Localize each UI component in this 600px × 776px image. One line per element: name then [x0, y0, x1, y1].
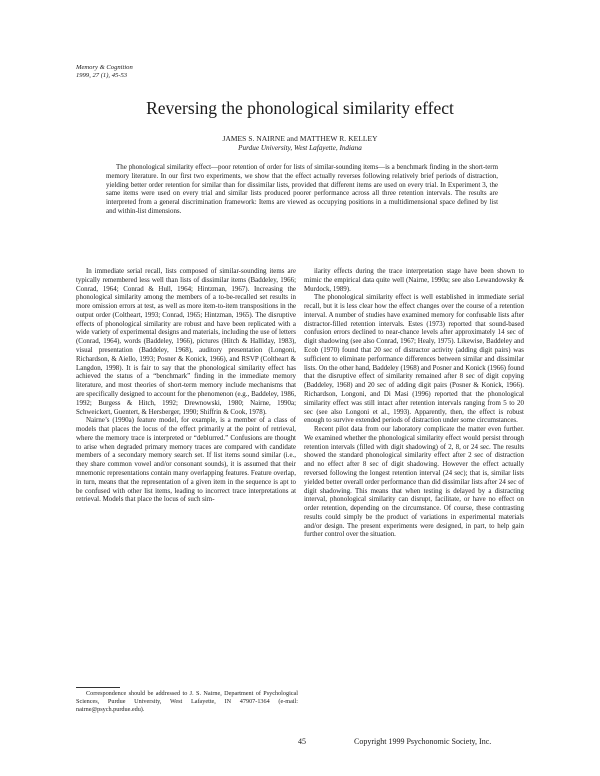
page-number: 45: [298, 737, 306, 746]
footnote-divider: [76, 687, 120, 688]
body-paragraph: The phonological similarity effect is well established in immediate serial recall, but it is less clear how the effect changes over the course of a retention interval. A number of studies have examined memory for confusable lists after distractor-filled retention intervals. Estes (1973) reported that sound-based confusion errors declined to near-chance levels after approximately 14 sec of digit shadowing (see also Conrad, 1967; Healy, 1975). Likewise, Baddeley and Ecob (1970) found that 20 sec of distractor activity (adding digit pairs) was sufficient to eliminate performance differences between similar and dissimilar lists. On the other hand, Baddeley (1968) and Posner and Konick (1966) found that the disruptive effect of similarity remained after 8 sec of digit copying (Baddeley, 1968) and 20 sec of adding digit pairs (Posner & Konick, 1966). Richardson, Longoni, and Di Masi (1996) reported that the phonological similarity effect was still intact after retention intervals ranging from 5 to 20 sec (see also Longoni et al., 1993). Apparently, then, the effect is robust enough to survive extended periods of distraction under some circumstances.: [304, 293, 524, 425]
journal-name: Memory & Cognition: [76, 64, 133, 71]
journal-issue: 1999, 27 (1), 45-53: [76, 72, 128, 79]
affiliation: Purdue University, West Lafayette, Indiana: [238, 144, 362, 152]
body-paragraph: Recent pilot data from our laboratory complicate the matter even further. We examined whether the phonological similarity effect would persist through retention intervals (filled with digit shadowing) of 2, 8, or 24 sec. The results showed the standard phonological similarity effect after 2 sec of distraction and no effect after 8 sec of digit shadowing. However the effect actually reversed following the longest retention interval (24 sec); that is, similar lists yielded better overall order performance than did dissimilar lists after 24 sec of digit shadowing. This means that when testing is delayed by a distracting interval, phonological similarity can disrupt, facilitate, or have no effect on order retention, depending on the circumstance. Of course, these contrasting results could simply be the product of variations in experimental materials and/or design. The present experiments were designed, in part, to help gain further control over the situation.: [304, 425, 524, 539]
abstract: [106, 163, 498, 216]
footnote-text: Correspondence should be addressed to J. S. Nairne, Department of Psychological Sciences, Purdue University, West Lafayette, IN 47907-1364 (e-mail: nairne@psych.purdue.edu).: [76, 690, 298, 713]
paper-title: Reversing the phonological similarity effect: [146, 98, 454, 118]
abstract-text: The phonological similarity effect—poor retention of order for lists of similar-sounding items—is a benchmark finding in the short-term memory literature. In our first two experiments, we show that the effect actually reverses following relatively brief periods of distraction, yielding better order retention for similar than for dissimilar lists, provided that different items are used on every trial. In Experiment 3, the same items were used on every trial and similar lists produced poorer performance across all three retention intervals. The results are interpreted from a general discrimination framework: Items are viewed as occupying positions in a multidimensional space defined by list and within-list dimensions.: [106, 163, 498, 215]
journal-header: [76, 64, 133, 80]
body-paragraph: ilarity effects during the trace interpretation stage have been shown to mimic the empirical data quite well (Nairne, 1990a; see also Lewandowsky & Murdock, 1989).: [304, 267, 524, 293]
copyright-notice: Copyright 1999 Psychonomic Society, Inc.: [354, 737, 492, 746]
footnote: [76, 690, 298, 714]
body-paragraph: Nairne’s (1990a) feature model, for example, is a member of a class of models that places the locus of the effect primarily at the point of retrieval, where the memory trace is interpreted or “deblurred.” Confusions are thought to arise when degraded primary memory traces are compared with candidate members of a secondary memory search set. If list items sound similar (i.e., they share common vowel and/or consonant sounds), it is assumed that their mnemonic representations contain many overlapping features. Feature overlap, in turn, means that the representation of a given item in the sequence is apt to be confused with other list items, leading to incorrect trace interpretations at retrieval. Models that place the locus of such sim-: [76, 416, 296, 504]
left-column: [76, 267, 296, 504]
right-column: [304, 267, 524, 539]
author-list: JAMES S. NAIRNE and MATTHEW R. KELLEY: [222, 134, 378, 143]
body-paragraph: In immediate serial recall, lists composed of similar-sounding items are typically remembered less well than lists of dissimilar items (Baddeley, 1966; Conrad, 1964; Conrad & Hull, 1964; Hintzman, 1967). Increasing the phonological similarity among the members of a to-be-recalled set results in more omission errors at test, as well as more item-to-item transpositions in the output order (Coltheart, 1993; Conrad, 1965; Hintzman, 1965). The disruptive effects of phonological similarity are robust and have been replicated with a wide variety of experimental designs and materials, including the use of letters (Conrad, 1964), words (Baddeley, 1966), pictures (Hitch & Halliday, 1983), visual presentation (Baddeley, 1968), auditory presentation (Longoni, Richardson, & Aiello, 1993; Posner & Konick, 1966), and RSVP (Coltheart & Langdon, 1998). It is fair to say that the phonological similarity effect has achieved the status of a “benchmark” finding in the immediate memory literature, and most theories of short-term memory include mechanisms that are specifically designed to account for the phenomenon (e.g., Baddeley, 1986, 1992; Burgess & Hitch, 1992; Drewnowski, 1980; Nairne, 1990a; Schweickert, Guentert, & Hersberger, 1990; Shiffrin & Cook, 1978).: [76, 267, 296, 416]
